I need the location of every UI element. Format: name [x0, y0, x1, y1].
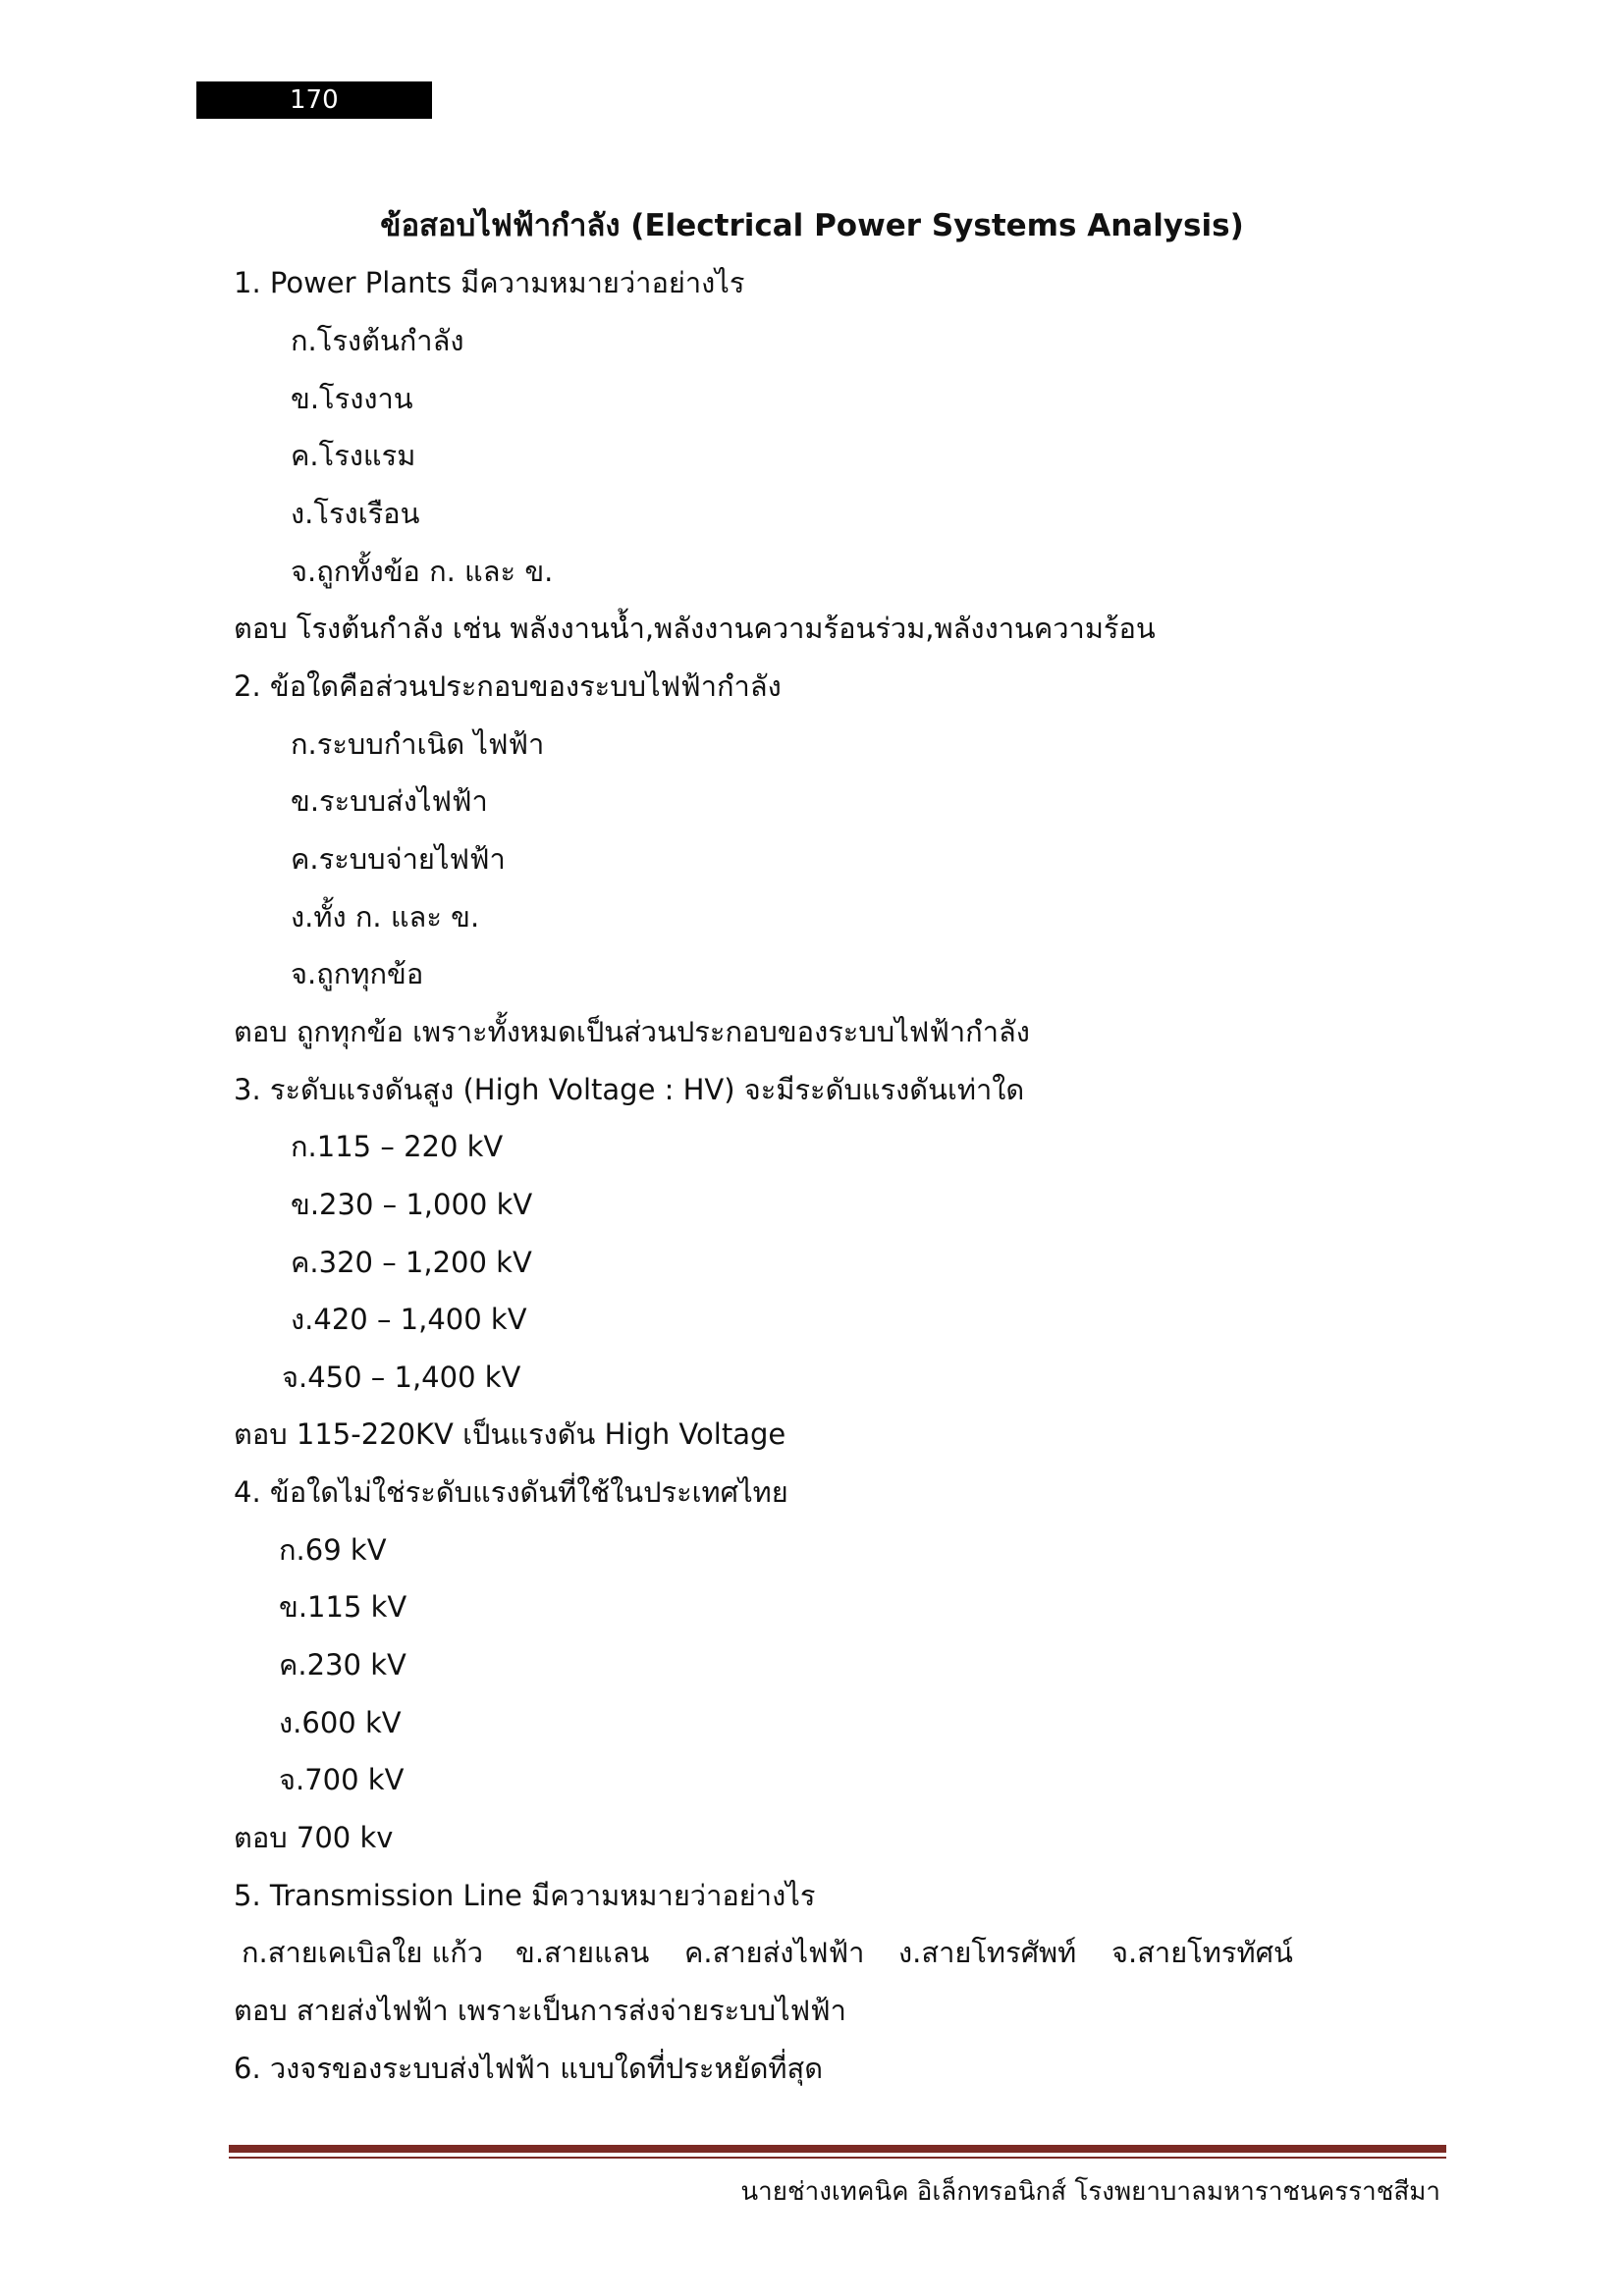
q3-choice-c: ค.320 – 1,200 kV	[291, 1246, 532, 1279]
question-5: 5. Transmission Line มีความหมายว่าอย่างไร	[234, 1879, 816, 1912]
page-footer: นายช่างเทคนิค อิเล็กทรอนิกส์ โรงพยาบาลมหาราชนครราชสีมา	[740, 2177, 1440, 2207]
q3-choice-a: ก.115 – 220 kV	[291, 1130, 504, 1163]
q3-choice-b: ข.230 – 1,000 kV	[291, 1188, 533, 1221]
q2-answer: ตอบ ถูกทุกข้อ เพราะทั้งหมดเป็นส่วนประกอบของระบบไฟฟ้ากำลัง	[234, 1015, 1030, 1048]
page-title: ข้อสอบไฟฟ้ากำลัง (Electrical Power Systems Analysis)	[380, 208, 1244, 243]
question-4: 4. ข้อใดไม่ใช่ระดับแรงดันที่ใช้ในประเทศไทย	[234, 1475, 788, 1509]
question-1: 1. Power Plants มีความหมายว่าอย่างไร	[234, 266, 745, 299]
page-number: 170	[196, 81, 432, 119]
q2-choice-b: ข.ระบบส่งไฟฟ้า	[291, 784, 488, 818]
q3-choice-d: ง.420 – 1,400 kV	[291, 1303, 527, 1336]
q1-choice-b: ข.โรงงาน	[291, 382, 413, 415]
q5-choice-a: ก.สายเคเบิลใย แก้ว	[242, 1936, 484, 1969]
q2-choice-c: ค.ระบบจ่ายไฟฟ้า	[291, 842, 506, 876]
question-6: 6. วงจรของระบบส่งไฟฟ้า แบบใดที่ประหยัดที่สุด	[234, 2052, 824, 2085]
q1-answer: ตอบ โรงต้นกำลัง เช่น พลังงานน้ำ,พลังงานความร้อนร่วม,พลังงานความร้อน	[234, 612, 1156, 645]
q1-choice-e: จ.ถูกทั้งข้อ ก. และ ข.	[291, 555, 554, 588]
q4-answer: ตอบ 700 kv	[234, 1821, 394, 1854]
q1-choice-c: ค.โรงแรม	[291, 439, 416, 472]
q3-choice-e: จ.450 – 1,400 kV	[282, 1361, 521, 1394]
q5-choice-b: ข.สายแลน	[515, 1936, 650, 1969]
footer-rule-thick	[229, 2145, 1446, 2153]
q4-choice-e: จ.700 kV	[279, 1763, 405, 1796]
q3-answer: ตอบ 115-220KV เป็นแรงดัน High Voltage	[234, 1417, 786, 1451]
q4-choice-d: ง.600 kV	[279, 1706, 402, 1739]
q2-choice-a: ก.ระบบกำเนิด ไฟฟ้า	[291, 727, 545, 761]
q4-choice-a: ก.69 kV	[279, 1533, 387, 1567]
footer-rule-thin	[229, 2157, 1446, 2159]
q1-choice-d: ง.โรงเรือน	[291, 497, 420, 530]
q5-answer: ตอบ สายส่งไฟฟ้า เพราะเป็นการส่งจ่ายระบบไฟฟ้า	[234, 1994, 846, 2027]
q1-choice-a: ก.โรงต้นกำลัง	[291, 324, 464, 357]
q2-choice-e: จ.ถูกทุกข้อ	[291, 957, 424, 990]
q4-choice-c: ค.230 kV	[279, 1648, 406, 1682]
q5-choice-e: จ.สายโทรทัศน์	[1111, 1936, 1293, 1969]
question-3: 3. ระดับแรงดันสูง (High Voltage : HV) จะมีระดับแรงดันเท่าใด	[234, 1073, 1025, 1106]
q5-choice-c: ค.สายส่งไฟฟ้า	[684, 1936, 865, 1969]
question-2: 2. ข้อใดคือส่วนประกอบของระบบไฟฟ้ากำลัง	[234, 669, 782, 703]
q4-choice-b: ข.115 kV	[279, 1590, 407, 1624]
q2-choice-d: ง.ทั้ง ก. และ ข.	[291, 900, 480, 934]
q5-choice-d: ง.สายโทรศัพท์	[898, 1936, 1077, 1969]
